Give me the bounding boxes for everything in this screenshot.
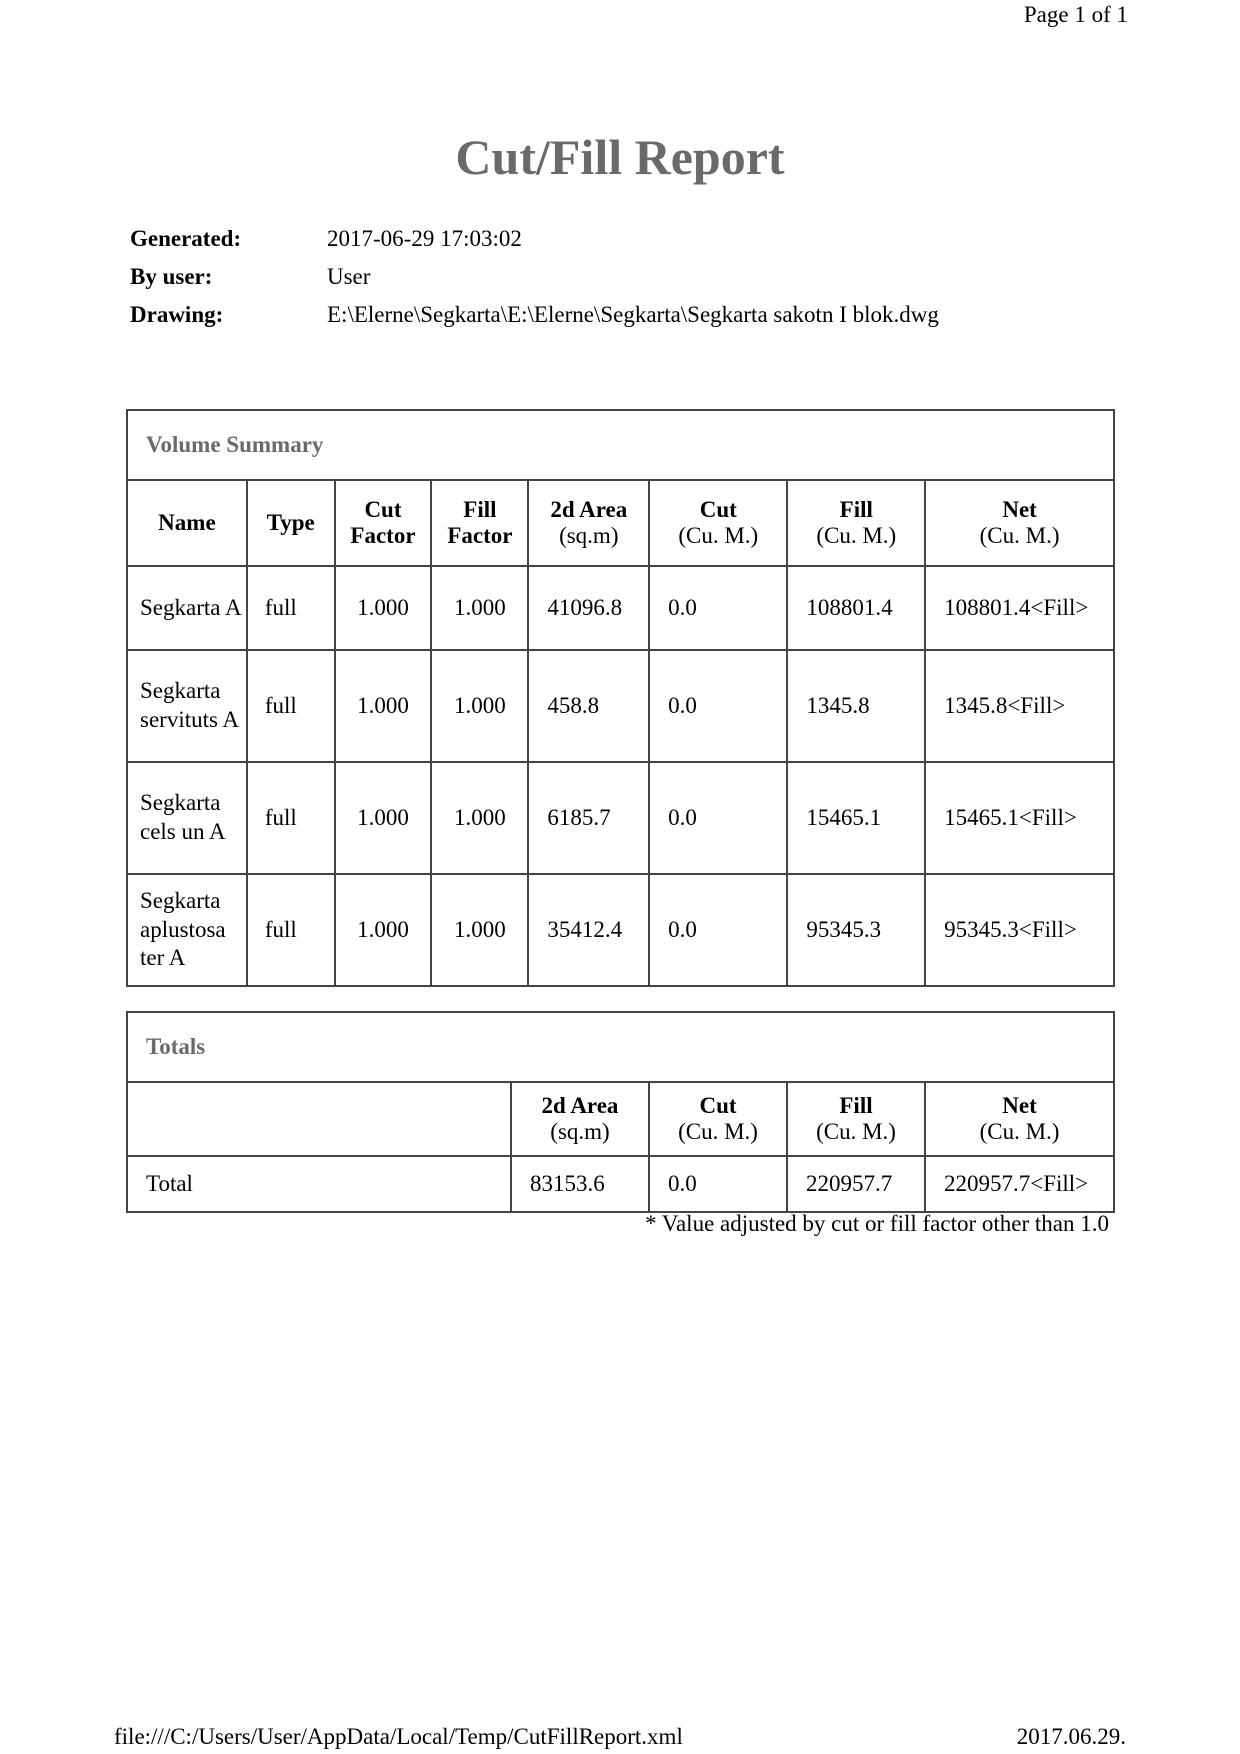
column-header: 2d Area (sq.m) [511,1082,649,1156]
row-net: 108801.4<Fill> [925,566,1114,650]
column-header: Cut (Cu. M.) [649,1082,787,1156]
table-row [127,762,1114,874]
column-header-empty [127,1082,511,1156]
row-cut-factor: 1.000 [335,874,432,986]
meta-drawing [130,296,939,334]
row-cut: 0.0 [649,762,787,874]
column-header: Cut (Cu. M.) [649,480,787,566]
page-number: Page 1 of 1 [1023,2,1128,27]
column-header: Cut Factor [335,480,432,566]
volume-header-row [127,480,1114,566]
totals-area: 83153.6 [511,1156,649,1212]
footer-file-path: file:///C:/Users/User/AppData/Local/Temp/CutFillReport.xml [114,1724,683,1749]
report-meta [130,220,939,334]
column-header: 2d Area (sq.m) [528,480,649,566]
meta-user [130,258,939,296]
row-name: Segkarta cels un A [127,762,247,874]
row-area: 458.8 [528,650,649,762]
row-area: 35412.4 [528,874,649,986]
totals-net: 220957.7<Fill> [925,1156,1114,1212]
table-row [127,650,1114,762]
footnote: * Value adjusted by cut or fill factor other than 1.0 [645,1211,1109,1236]
table-row [127,874,1114,986]
row-type: full [247,874,335,986]
footer-date: 2017.06.29. [1016,1724,1126,1749]
volume-summary-title: Volume Summary [127,410,1114,480]
totals-table [126,1011,1115,1213]
column-header: Fill Factor [431,480,528,566]
meta-value: 2017-06-29 17:03:02 [327,226,522,251]
totals-label: Total [127,1156,511,1212]
column-header: Type [247,480,335,566]
row-cut-factor: 1.000 [335,762,432,874]
row-cut: 0.0 [649,566,787,650]
totals-title: Totals [127,1012,1114,1082]
meta-generated [130,220,939,258]
row-net: 95345.3<Fill> [925,874,1114,986]
totals-cut: 0.0 [649,1156,787,1212]
meta-label: Generated: [130,226,242,251]
row-area: 41096.8 [528,566,649,650]
column-header: Net (Cu. M.) [925,480,1114,566]
totals-fill: 220957.7 [787,1156,925,1212]
row-name: Segkarta servituts A [127,650,247,762]
table-row [127,566,1114,650]
row-net: 15465.1<Fill> [925,762,1114,874]
row-cut-factor: 1.000 [335,566,432,650]
column-header: Fill (Cu. M.) [787,1082,925,1156]
row-fill: 1345.8 [787,650,925,762]
volume-summary-table [126,409,1115,987]
column-header: Name [127,480,247,566]
row-cut: 0.0 [649,650,787,762]
row-fill-factor: 1.000 [431,762,528,874]
row-name: Segkarta aplustosa ter A [127,874,247,986]
row-net: 1345.8<Fill> [925,650,1114,762]
meta-label: By user: [130,264,213,289]
row-name: Segkarta A [127,566,247,650]
row-fill-factor: 1.000 [431,874,528,986]
totals-header-row [127,1082,1114,1156]
totals-row [127,1156,1114,1212]
row-cut: 0.0 [649,874,787,986]
row-fill: 108801.4 [787,566,925,650]
row-cut-factor: 1.000 [335,650,432,762]
row-type: full [247,566,335,650]
row-fill: 95345.3 [787,874,925,986]
row-area: 6185.7 [528,762,649,874]
row-fill-factor: 1.000 [431,566,528,650]
meta-value: User [327,264,371,289]
meta-label: Drawing: [130,302,224,327]
meta-value: E:\Elerne\Segkarta\E:\Elerne\Segkarta\Segkarta sakotn I blok.dwg [327,302,939,327]
row-type: full [247,650,335,762]
row-fill: 15465.1 [787,762,925,874]
row-fill-factor: 1.000 [431,650,528,762]
row-type: full [247,762,335,874]
report-title: Cut/Fill Report [455,129,785,185]
column-header: Fill (Cu. M.) [787,480,925,566]
column-header: Net (Cu. M.) [925,1082,1114,1156]
